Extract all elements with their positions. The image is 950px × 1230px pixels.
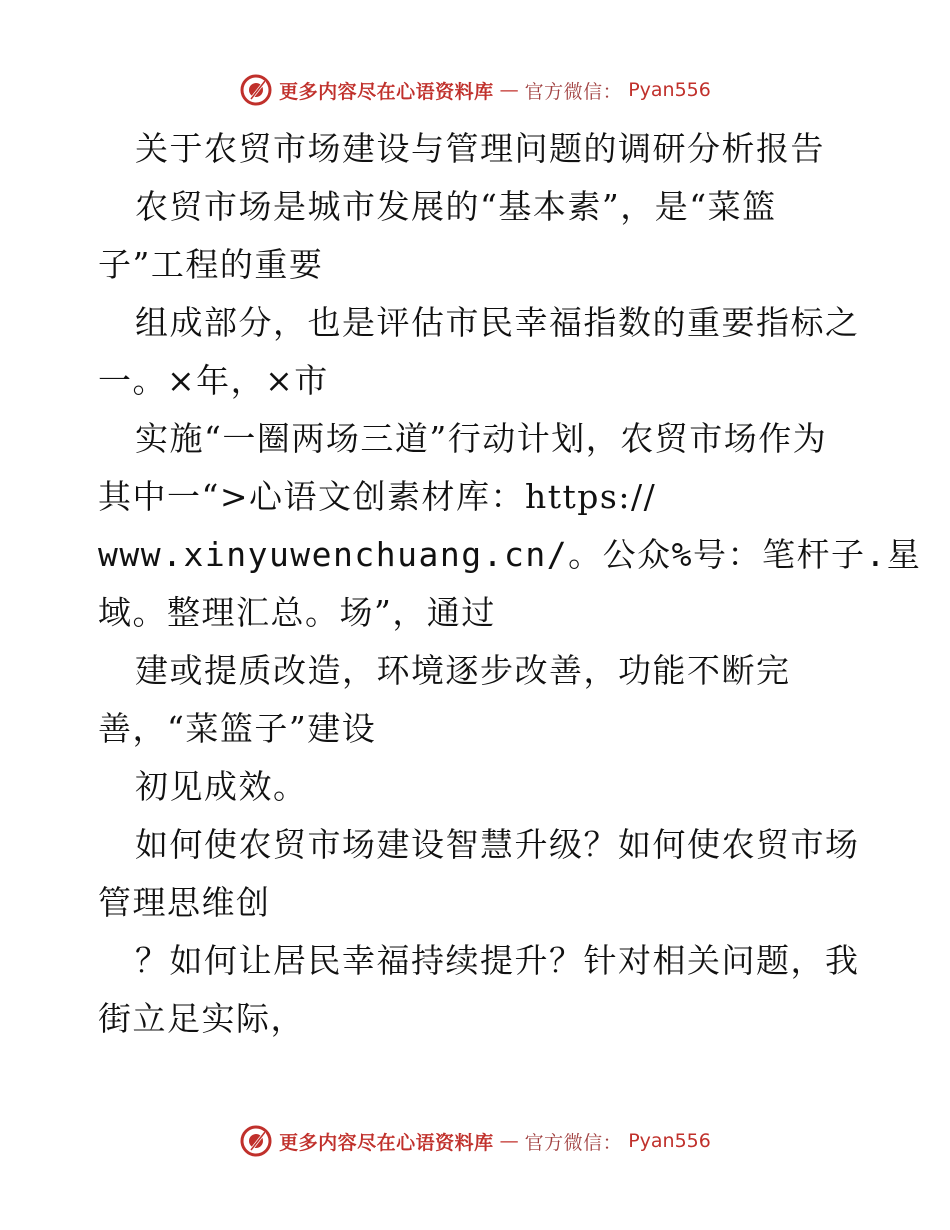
banner-text: 更多内容尽在心语资料库 <box>279 80 494 103</box>
brand-logo-icon <box>239 1124 273 1158</box>
text-line: 管理思维创 <box>98 883 271 922</box>
banner-wechat-label: 官方微信： <box>524 1131 623 1154</box>
document-body <box>98 120 922 1048</box>
banner-dash: — <box>499 79 519 101</box>
text-line: 农贸市场是城市发展的“基本素”，是“菜篮 <box>135 187 777 226</box>
banner-wechat-label: 官方微信： <box>524 80 623 103</box>
banner-wechat-id: Pyan556 <box>628 1130 711 1152</box>
text-line: 如何使农贸市场建设智慧升级？如何使农贸市场 <box>135 825 860 864</box>
text-line: ？如何让居民幸福持续提升？针对相关问题，我 <box>135 941 860 980</box>
text-line: 组成部分，也是评估市民幸福指数的重要指标之 <box>135 303 860 342</box>
text-line: 建或提质改造，环境逐步改善，功能不断完 <box>135 651 791 690</box>
banner-dash: — <box>499 1130 519 1152</box>
footer-banner <box>0 1121 950 1161</box>
banner-wechat-id: Pyan556 <box>628 79 711 101</box>
text-line: 初见成效。 <box>135 767 308 806</box>
text-line: 一。×年，×市 <box>98 361 329 400</box>
brand-logo-icon <box>239 73 273 107</box>
text-line: 其中一“>心语文创素材库：https:// <box>98 477 657 516</box>
text-line: 街立足实际， <box>98 999 305 1038</box>
text-line: 善，“菜篮子”建设 <box>98 709 377 748</box>
text-line: 域。整理汇总。场”，通过 <box>98 593 496 632</box>
text-line: 子”工程的重要 <box>98 245 324 284</box>
text-line: 实施“一圈两场三道”行动计划，农贸市场作为 <box>135 419 828 458</box>
banner-text: 更多内容尽在心语资料库 <box>279 1131 494 1154</box>
document-title: 关于农贸市场建设与管理问题的调研分析报告 <box>135 129 825 168</box>
text-line: www.xinyuwenchuang.cn/。公众%号：笔杆子.星 <box>98 535 922 574</box>
header-banner <box>0 70 950 110</box>
